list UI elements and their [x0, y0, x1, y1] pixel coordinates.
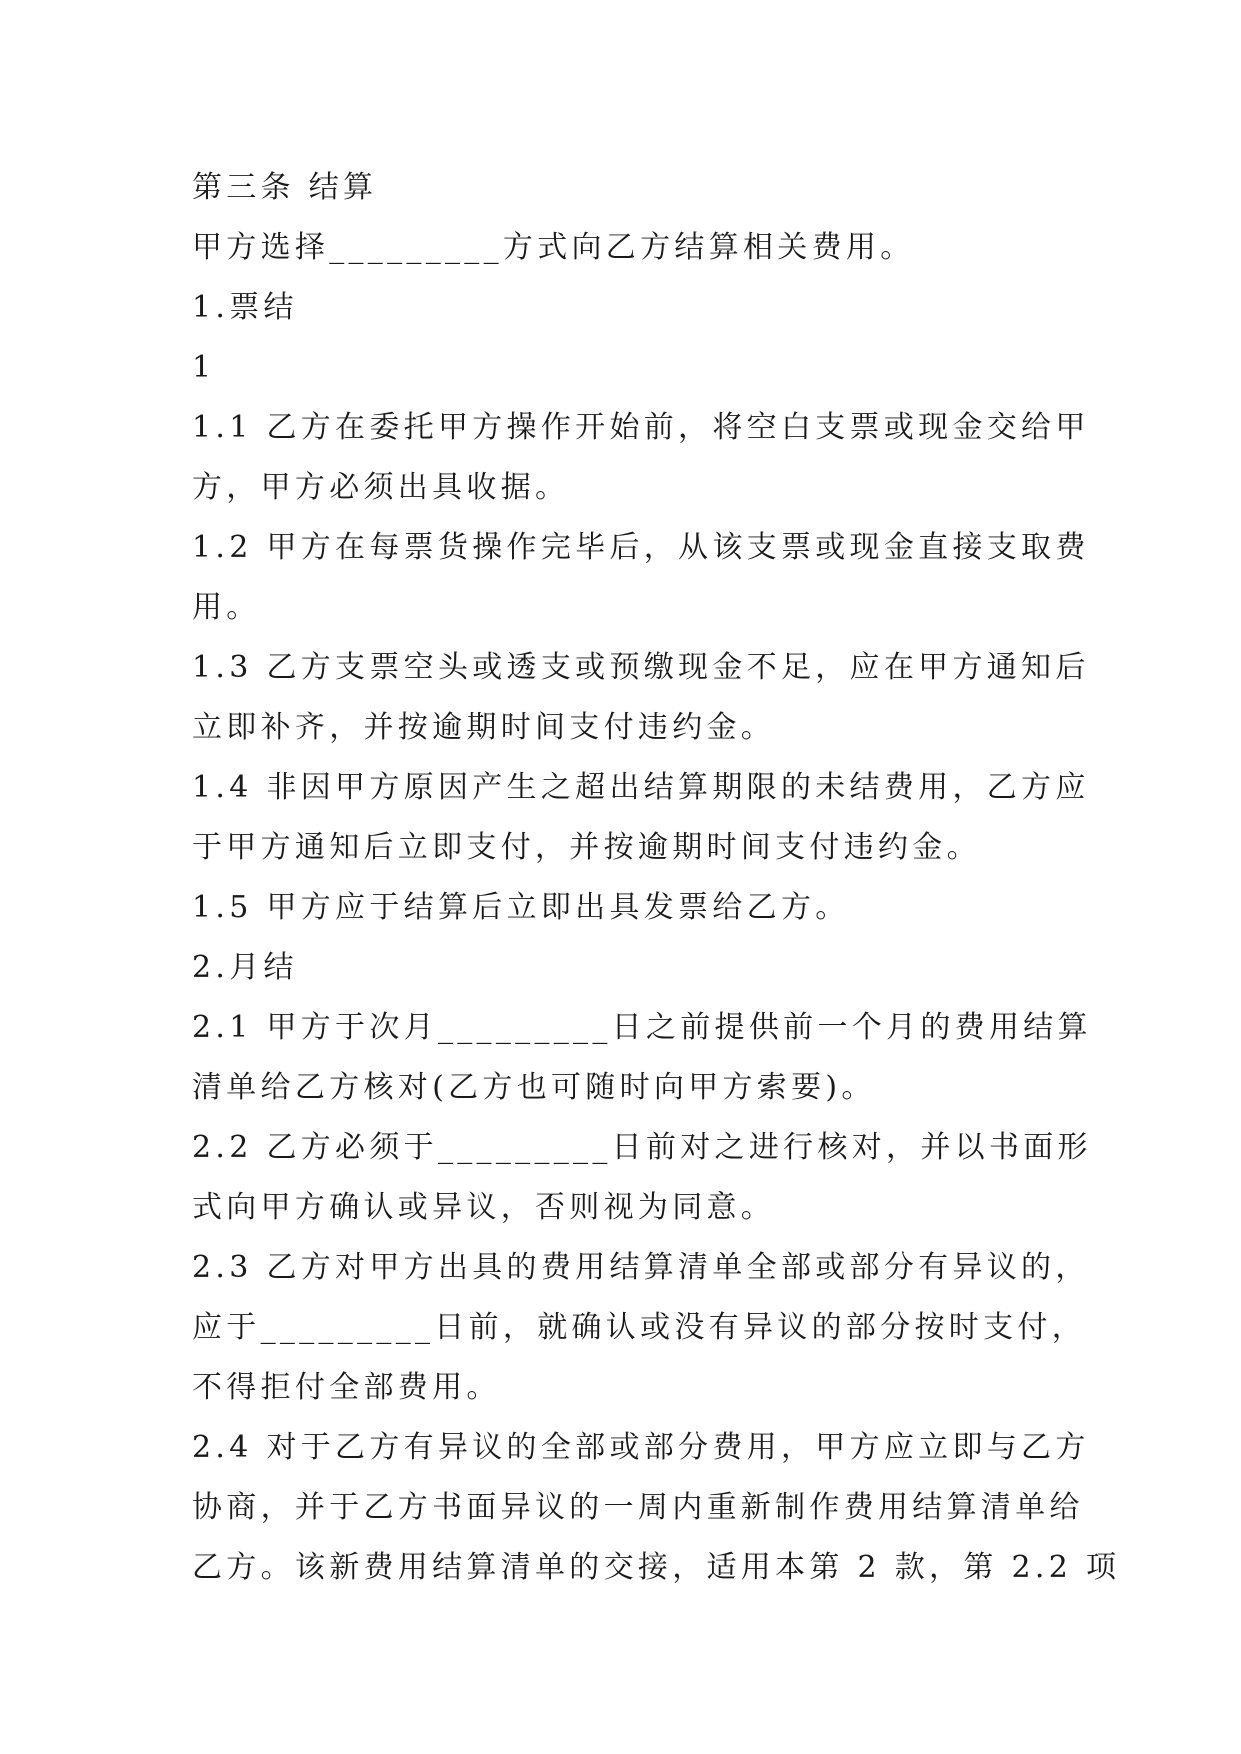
clause-line: 清单给乙方核对(乙方也可随时向甲方索要)。: [192, 1070, 876, 1105]
clause-line: 用。: [192, 590, 261, 625]
clause-line: 1.5 甲方应于结算后立即出具发票给乙方。: [192, 890, 850, 925]
article-heading: 第三条 结算: [192, 170, 378, 205]
clause-line: 2.3 乙方对甲方出具的费用结算清单全部或部分有异议的，: [192, 1250, 1090, 1285]
clause-line: 立即补齐，并按逾期时间支付违约金。: [192, 710, 776, 745]
clause-line: 方，甲方必须出具收据。: [192, 470, 570, 505]
section-heading: 2.月结: [192, 950, 298, 985]
clause-line: 不得拒付全部费用。: [192, 1370, 501, 1405]
clause-line: 2.2 乙方必须于_________日前对之进行核对，并以书面形: [192, 1130, 1092, 1165]
clause-line: 1.4 非因甲方原因产生之超出结算期限的未结费用，乙方应: [192, 770, 1090, 805]
paragraph-line: 1: [192, 350, 216, 385]
clause-line: 1.3 乙方支票空头或透支或预缴现金不足，应在甲方通知后: [192, 650, 1090, 685]
clause-line: 乙方。该新费用结算清单的交接，适用本第 2 款，第 2.2 项: [192, 1550, 1121, 1585]
clause-line: 1.1 乙方在委托甲方操作开始前，将空白支票或现金交给甲: [192, 410, 1090, 445]
document-body: [192, 158, 1121, 1598]
clause-line: 协商，并于乙方书面异议的一周内重新制作费用结算清单给: [192, 1490, 1084, 1525]
clause-line: 2.4 对于乙方有异议的全部或部分费用，甲方应立即与乙方: [192, 1430, 1090, 1465]
clause-line: 1.2 甲方在每票货操作完毕后，从该支票或现金直接支取费: [192, 530, 1090, 565]
clause-line: 于甲方通知后立即支付，并按逾期时间支付违约金。: [192, 830, 981, 865]
clause-line: 式向甲方确认或异议，否则视为同意。: [192, 1190, 776, 1225]
section-heading: 1.票结: [192, 290, 298, 325]
clause-line: 2.1 甲方于次月_________日之前提供前一个月的费用结算: [192, 1010, 1092, 1045]
clause-line: 应于_________日前，就确认或没有异议的部分按时支付，: [192, 1310, 1086, 1345]
paragraph-line: 甲方选择_________方式向乙方结算相关费用。: [192, 230, 915, 265]
